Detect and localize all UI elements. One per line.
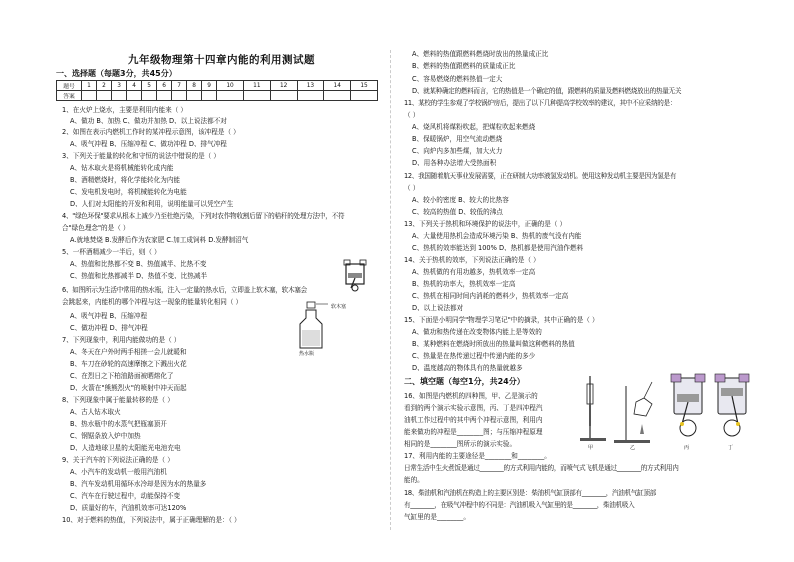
option-line: C、热机在相同时间内消耗的燃料少，热机效率一定高 xyxy=(412,292,569,300)
answer-table-cell: 6 xyxy=(157,81,172,91)
answer-table-cell: 11 xyxy=(243,81,270,91)
question-line: 会跳起来，内能机的哪个冲程与这一现象的能量转化相同（ ） xyxy=(62,298,243,306)
answer-cell[interactable] xyxy=(324,91,351,101)
answer-cell[interactable] xyxy=(243,91,270,101)
option-line: B、保暖锅炉，用空气流动燃烧 xyxy=(412,135,503,143)
option-line: A、燃料的热值跟燃料燃烧时放出的热量成正比 xyxy=(412,50,549,58)
question-line: （ ） xyxy=(404,111,420,119)
option-line: C、热机的效率能达到 100% D、热机都是使用汽油作燃料 xyxy=(412,244,584,252)
option-line: D、火箭在"熊熊烈火"的喷射中冲天而起 xyxy=(70,384,187,392)
option-line: C、向炉内多加些煤，加大火力 xyxy=(412,147,503,155)
option-line: A、做功 B、加热 C、做功并加热 D、以上说法都不对 xyxy=(70,117,227,125)
fill-line: 看到的两个演示实验示意图，丙、丁是四冲程汽 xyxy=(404,404,543,412)
option-line: B、酒精燃烧时，将化学能转化为内能 xyxy=(70,176,181,184)
fill-line: 16、如图是内燃机的四种图，甲、乙是演示的 xyxy=(404,392,538,400)
answer-table-cell: 3 xyxy=(112,81,127,91)
option-line: B、热机的功率大，热机效率一定高 xyxy=(412,280,516,288)
option-line: A、烧风机将煤粉吹起，把煤粒吹起来燃烧 xyxy=(412,123,536,131)
fill-line: 油机工作过程中的其中两个冲程示意图，利用内 xyxy=(404,416,543,424)
option-line: A、冬天在户外时两手相搓一会儿就暖和 xyxy=(70,348,187,356)
answer-cell[interactable] xyxy=(217,91,244,101)
option-line: A、古人钻木取火 xyxy=(70,408,121,416)
column-divider xyxy=(390,50,391,530)
answer-cell[interactable] xyxy=(187,91,202,101)
answer-table-cell: 13 xyxy=(297,81,324,91)
option-line: C、做功冲程 D、排气冲程 xyxy=(70,324,148,332)
fill-line: 日常生活中生火煮饭是通过________的方式利用内能的，而喷气式飞机是通过________的方式利用内 xyxy=(404,464,679,472)
option-line: C、热量是在热传递过程中传递内能的多少 xyxy=(412,352,536,360)
question-line: 8、下列现象中属于能量转移的是（ ） xyxy=(62,396,174,404)
question-line: 1、在火炉上烧水，主要是利用内能来（ ） xyxy=(62,106,187,114)
answer-table-cell: 7 xyxy=(172,81,187,91)
figure-label-jia: 甲 xyxy=(588,445,594,451)
option-line: B、某种燃料在燃烧时所放出的热量叫做这种燃料的热值 xyxy=(412,340,575,348)
option-line: A、小汽车的发动机一般用汽油机 xyxy=(70,468,167,476)
question-line: 10、对于燃料的热值，下列说法中，属于正确理解的是：（ ） xyxy=(62,516,241,524)
answer-table-cell: 4 xyxy=(127,81,142,91)
answer-table-cell: 9 xyxy=(202,81,217,91)
thermos-label: 软木塞 xyxy=(331,304,347,310)
answer-cell[interactable] xyxy=(97,91,112,101)
answer-cell[interactable] xyxy=(351,91,378,101)
figure-label-bing: 丙 xyxy=(684,445,690,451)
answer-table xyxy=(56,80,378,101)
question-line: 3、下列关于能量的转化和守恒的说法中错误的是（ ） xyxy=(62,152,220,160)
answer-table-cell: 15 xyxy=(351,81,378,91)
option-line: A、吸气冲程 B、压缩冲程 C、做功冲程 D、排气冲程 xyxy=(70,140,227,148)
option-line: A、吸气冲程 B、压缩冲程 xyxy=(70,312,148,320)
answer-table-cell: 2 xyxy=(97,81,112,91)
question-line: 合"绿色理念"的是（ ） xyxy=(62,224,130,232)
question-line: 2、如图在表示内燃机工作时的某冲程示意图，该冲程是（ ） xyxy=(62,128,240,136)
option-line: C、热值和比热都减半 D、热值不变、比热减半 xyxy=(70,272,208,280)
option-line: D、就某种确定的燃料而言，它的热值是一个确定的值，跟燃料的质量及燃料燃烧放出的热量无关 xyxy=(412,87,682,95)
question-line: 4、"绿色环保"要求从根本上减少乃至杜绝污染，下列对农作物收割后留下的秸秆的处理方法中，不符 xyxy=(62,212,345,220)
option-line: C、较高的热值 D、较低的沸点 xyxy=(412,208,503,216)
option-line: C、容易燃烧的燃料热值一定大 xyxy=(412,75,503,83)
answer-cell[interactable] xyxy=(172,91,187,101)
answer-cell[interactable] xyxy=(297,91,324,101)
option-line: A、热值和比热都不变 B、热值减半、比热不变 xyxy=(70,260,207,268)
question-line: （ ） xyxy=(404,184,420,192)
option-line: B、燃料的热值跟燃料的质量成正比 xyxy=(412,62,516,70)
engine-cylinder-figure xyxy=(340,258,370,292)
thermos-caption: 热水瓶 xyxy=(299,351,315,357)
question-line: 7、下列现象中，利用内能做功的是（ ） xyxy=(62,336,181,344)
answer-table-cell: 5 xyxy=(142,81,157,91)
option-line: B、汽车发动机用循环水冷却是因为水的热量多 xyxy=(70,480,207,488)
option-line: A、热机做的有用功越多，热机效率一定高 xyxy=(412,268,536,276)
question-line: 11、某校的学生参观了学校锅炉房后，提出了以下几种提高学校效率的建议，其中不应采纳的是： xyxy=(404,99,677,107)
option-line: B、热水瓶中的水蒸气把瓶塞顶开 xyxy=(70,420,167,428)
question-line: 12、我国随着航天事业发展需要，正在研制大功率液氢发动机。使用这种发动机主要是因为氢是有 xyxy=(404,172,677,180)
answer-cell[interactable] xyxy=(127,91,142,101)
question-line: 13、下列关于热机和环境保护的说法中，正确的是（ ） xyxy=(404,220,567,228)
answer-table-cell: 10 xyxy=(217,81,244,91)
answer-table-cell: 14 xyxy=(324,81,351,91)
section-fill-heading: 二、填空题（每空1分，共24分） xyxy=(404,377,525,386)
option-line: D、质量好的车，汽油机效率可达120% xyxy=(70,504,187,512)
option-line: D、温度越高的物体具有的热量就越多 xyxy=(412,364,523,372)
answer-cell[interactable] xyxy=(270,91,297,101)
option-line: A、做功和热传递在改变物体内能上是等效的 xyxy=(412,328,542,336)
answer-cell[interactable] xyxy=(142,91,157,101)
question-line: 9、关于汽车的下列说法正确的是（ ） xyxy=(62,456,174,464)
option-line: A、大量使用热机会造成环境污染 B、热机的废气没有内能 xyxy=(412,232,582,240)
figure-label-yi: 乙 xyxy=(630,445,636,451)
answer-table-answer-row xyxy=(57,91,378,101)
answer-table-cell: 8 xyxy=(187,81,202,91)
option-line: D、人造地球卫星的太阳能光电池充电 xyxy=(70,444,181,452)
fill-line: 有________，在吸气冲程中的不同是：汽油机吸入气缸里的是________，柴油机吸入 xyxy=(404,501,635,509)
question-line: 14、关于热机的效率，下列说法正确的是（ ） xyxy=(404,256,540,264)
question-line: 15、下面是小明同学"物理学习笔记"中的摘录，其中正确的是（ ） xyxy=(404,316,599,324)
fill-line: 17、利用内能的主要途径是________和________。 xyxy=(404,452,551,460)
section-choice-heading: 一、选择题（每题3分，共45分） xyxy=(56,69,177,78)
question-line: 5、一杯酒精减少一半后，则（ ） xyxy=(62,248,161,256)
option-line: A、钻木取火是将机械能转化成内能 xyxy=(70,164,174,172)
option-line: D、用各种办法增大受热面积 xyxy=(412,159,497,167)
answer-table-number-row xyxy=(57,81,378,91)
option-line: C、汽车在行驶过程中，动能保持不变 xyxy=(70,492,181,500)
option-line: C、发电机发电时，将机械能转化为电能 xyxy=(70,188,187,196)
option-line: D、人们对太阳能的开发和利用，说明能量可以凭空产生 xyxy=(70,200,234,208)
fill-line: 能的。 xyxy=(404,476,424,484)
fill-line: 能来做功的冲程是________图；与压缩冲程原理 xyxy=(404,428,543,436)
experiment-and-engine-figure xyxy=(576,368,754,450)
fill-line: 气缸里的是________。 xyxy=(404,513,470,521)
answer-cell[interactable] xyxy=(157,91,172,101)
option-line: D、以上说法都对 xyxy=(412,304,464,312)
option-line: B、车刀在砂轮的高速摩擦之下溅出火花 xyxy=(70,360,187,368)
page-title: 九年级物理第十四章内能的利用测试题 xyxy=(128,54,315,66)
question-line: 6、如图所示为生活中常用的热水瓶，注入一定量的热水后，立即盖上软木塞，软木塞会 xyxy=(62,286,308,294)
answer-cell[interactable] xyxy=(82,91,97,101)
answer-cell[interactable] xyxy=(202,91,217,101)
fill-line: 相同的是________图所示的演示实验。 xyxy=(404,440,517,448)
fill-line: 18、柴油机和汽油机在构造上的主要区别是：柴油机气缸顶部有________，汽油机气缸顶部 xyxy=(404,489,657,497)
thermos-bottle-figure xyxy=(294,300,356,356)
figure-label-ding: 丁 xyxy=(728,445,734,451)
answer-table-cell: 12 xyxy=(270,81,297,91)
answer-table-row-label: 题号 xyxy=(57,81,82,91)
option-line: A、较小的密度 B、较大的比热容 xyxy=(412,196,509,204)
answer-table-cell: 1 xyxy=(82,81,97,91)
answer-cell[interactable] xyxy=(112,91,127,101)
option-line: C、钢锯条放入炉中加热 xyxy=(70,432,141,440)
option-line: A.就地焚烧 B.发酵后作为农家肥 C.加工成饲料 D.发酵制沼气 xyxy=(70,236,249,244)
answer-table-row-label: 答案 xyxy=(57,91,82,101)
option-line: C、在烈日之下柏油路面被晒熔化了 xyxy=(70,372,174,380)
